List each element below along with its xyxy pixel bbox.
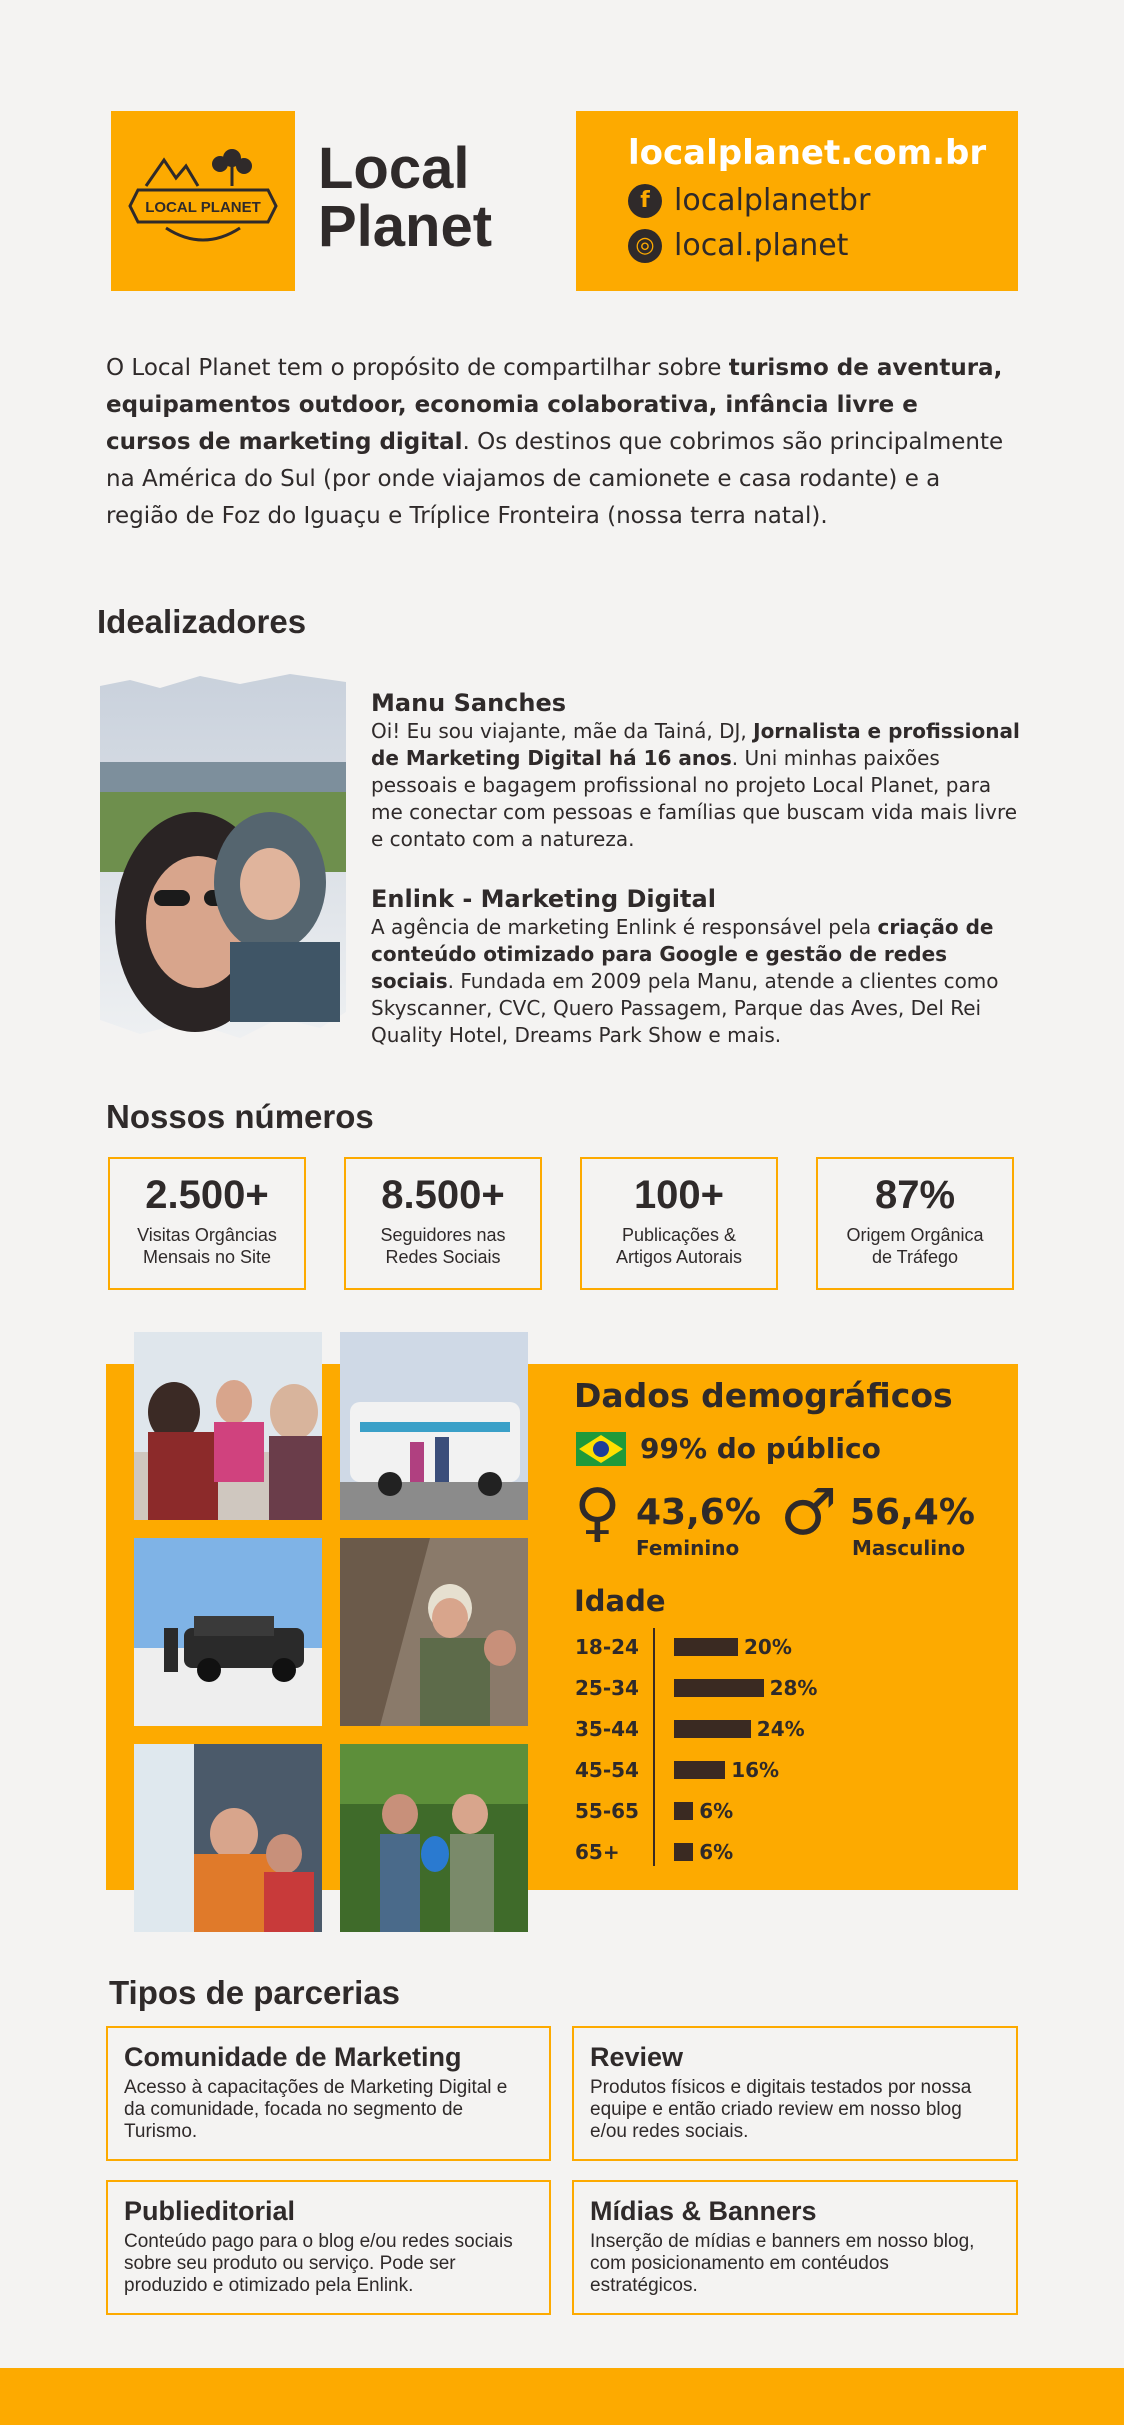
enlink-bold: criação de conteúdo otimizado para Google e gestão de redes sociais [371, 915, 994, 993]
instagram-row[interactable] [628, 228, 966, 263]
logo-text: LOCAL PLANET [145, 199, 261, 216]
stat-label-line1: Publicações & [621, 1225, 737, 1245]
enlink-description [371, 914, 1021, 1049]
card-title: Review [590, 2042, 684, 2072]
stat-organic [816, 1157, 1014, 1290]
male-percent: 56,4% [850, 1492, 975, 1533]
facebook-row[interactable] [628, 183, 966, 218]
stat-label [818, 1224, 1012, 1268]
card-review [572, 2026, 1018, 2161]
instagram-handle: local.planet [674, 228, 849, 263]
female-percent: 43,6% [636, 1492, 761, 1533]
stat-value: 87% [874, 1173, 956, 1217]
enlink-name: Enlink - Marketing Digital [371, 885, 716, 913]
age-bar [674, 1802, 693, 1820]
intro-bold: turismo de aventura, equipamentos outdoor, economia colaborativa, infância livre e cursos de marketing digital [106, 355, 1003, 455]
manu-description [371, 718, 1021, 853]
intro-paragraph [106, 350, 1006, 535]
photo-waterfall [134, 1744, 322, 1932]
instagram-icon: ◎ [628, 229, 662, 263]
enlink-text-1: A agência de marketing Enlink é responsável pela [371, 915, 878, 939]
manu-name: Manu Sanches [371, 689, 567, 717]
card-midias [572, 2180, 1018, 2315]
facebook-icon: f [628, 184, 662, 218]
age-bar-value: 28% [769, 1676, 818, 1700]
age-bar [674, 1843, 693, 1861]
age-bar [674, 1638, 738, 1656]
stat-label [582, 1224, 776, 1268]
photo-motorhome [340, 1332, 528, 1520]
enlink-text-2: . Fundada em 2009 pela Manu, atende a clientes como Skyscanner, CVC, Quero Passagem, Parque das Aves, Del Rei Quality Hotel, Dreams Park Show e mais. [371, 969, 999, 1047]
age-row [575, 1632, 792, 1662]
numeros-heading: Nossos números [106, 1098, 374, 1135]
idealizadores-heading: Idealizadores [97, 603, 307, 640]
age-bar-value: 24% [756, 1717, 805, 1741]
card-desc: Acesso à capacitações de Marketing Digital e da comunidade, focada no segmento de Turismo. [124, 2077, 508, 2142]
footer-bar [0, 2368, 1124, 2425]
photo-rock-climb [340, 1538, 528, 1726]
manu-bio [371, 688, 1021, 853]
photo-suv-salt-flat [134, 1538, 322, 1726]
female-label: Feminino [636, 1536, 740, 1560]
enlink-bio [371, 884, 1021, 1049]
age-category-label: 45-54 [575, 1758, 639, 1782]
photo-bird-park [340, 1744, 528, 1932]
website-link[interactable]: localplanet.com.br [628, 133, 987, 173]
manu-bold: Jornalista e profissional de Marketing Digital há 16 anos [371, 719, 1020, 770]
stat-label [346, 1224, 540, 1268]
female-icon: ♀ [574, 1476, 621, 1550]
age-category-label: 55-65 [575, 1799, 639, 1823]
stat-visits [108, 1157, 306, 1290]
card-publieditorial [106, 2180, 551, 2315]
age-row [575, 1714, 805, 1744]
stat-value: 8.500+ [381, 1173, 505, 1217]
brand-title [318, 136, 493, 259]
stat-publications [580, 1157, 778, 1290]
stat-label-line2: Artigos Autorais [615, 1247, 743, 1267]
card-desc: Conteúdo pago para o blog e/ou redes sociais sobre seu produto ou serviço. Pode ser produzido e otimizado pela Enlink. [124, 2231, 513, 2296]
stat-label [110, 1224, 304, 1268]
photo-family-hiking [134, 1332, 322, 1520]
brazil-flag-icon [576, 1432, 626, 1466]
manu-photo [100, 672, 346, 1040]
brazil-audience: 99% do público [640, 1432, 881, 1465]
stat-label-line1: Seguidores nas [380, 1225, 506, 1245]
card-title: Mídias & Banners [590, 2196, 817, 2226]
card-comunidade [106, 2026, 551, 2161]
stat-label-line2: de Tráfego [871, 1247, 959, 1267]
brand-line-2: Planet [318, 194, 493, 259]
age-heading: Idade [574, 1584, 666, 1618]
age-bar [674, 1761, 725, 1779]
card-desc: Inserção de mídias e banners em nosso blog, com posicionamento em contéudos estratégicos. [590, 2231, 975, 2296]
age-bar-value: 6% [699, 1840, 734, 1864]
age-category-label: 35-44 [575, 1717, 639, 1741]
age-row [575, 1837, 733, 1867]
local-planet-logo [128, 146, 278, 256]
age-bar-value: 16% [731, 1758, 780, 1782]
stat-followers [344, 1157, 542, 1290]
age-row [575, 1673, 817, 1703]
contact-box [576, 111, 1018, 291]
stat-label-line1: Visitas Orgâncias [137, 1225, 277, 1245]
facebook-handle: localplanetbr [674, 183, 871, 218]
age-bar-value: 20% [744, 1635, 792, 1659]
age-category-label: 18-24 [575, 1635, 639, 1659]
age-bar-value: 6% [699, 1799, 734, 1823]
stat-label-line2: Redes Sociais [385, 1247, 501, 1267]
age-row [575, 1755, 779, 1785]
age-category-label: 25-34 [575, 1676, 639, 1700]
intro-text-1: O Local Planet tem o propósito de compartilhar sobre [106, 355, 729, 381]
intro-text-2: . Os destinos que cobrimos são principalmente na América do Sul (por onde viajamos de camionete e casa rodante) e a região de Foz do Iguaçu e Tríplice Fronteira (nossa terra natal). [106, 429, 1004, 529]
age-row [575, 1796, 733, 1826]
age-bar [674, 1679, 764, 1697]
male-icon: ♂ [780, 1476, 838, 1550]
age-bar [674, 1720, 751, 1738]
manu-text-2: . Uni minhas paixões pessoais e bagagem profissional no projeto Local Planet, para me conectar com pessoas e famílias que buscam vida mais livre e contato com a natureza. [371, 746, 1018, 851]
brand-line-1: Local [318, 136, 470, 201]
parcerias-heading: Tipos de parcerias [109, 1974, 401, 2011]
card-desc: Produtos físicos e digitais testados por nossa equipe e então criado review em nosso blog e/ou redes sociais. [590, 2077, 972, 2142]
manu-text-1: Oi! Eu sou viajante, mãe da Tainá, DJ, [371, 719, 754, 743]
male-label: Masculino [852, 1536, 966, 1560]
card-title: Comunidade de Marketing [124, 2042, 462, 2072]
stat-value: 2.500+ [145, 1173, 269, 1217]
stat-label-line2: Mensais no Site [142, 1247, 272, 1267]
stat-value: 100+ [633, 1173, 725, 1217]
age-axis-line [653, 1628, 655, 1866]
age-category-label: 65+ [575, 1840, 620, 1864]
stat-label-line1: Origem Orgânica [846, 1225, 984, 1245]
logo-box [111, 111, 295, 291]
card-title: Publieditorial [124, 2196, 296, 2226]
demographics-heading: Dados demográficos [574, 1376, 953, 1415]
